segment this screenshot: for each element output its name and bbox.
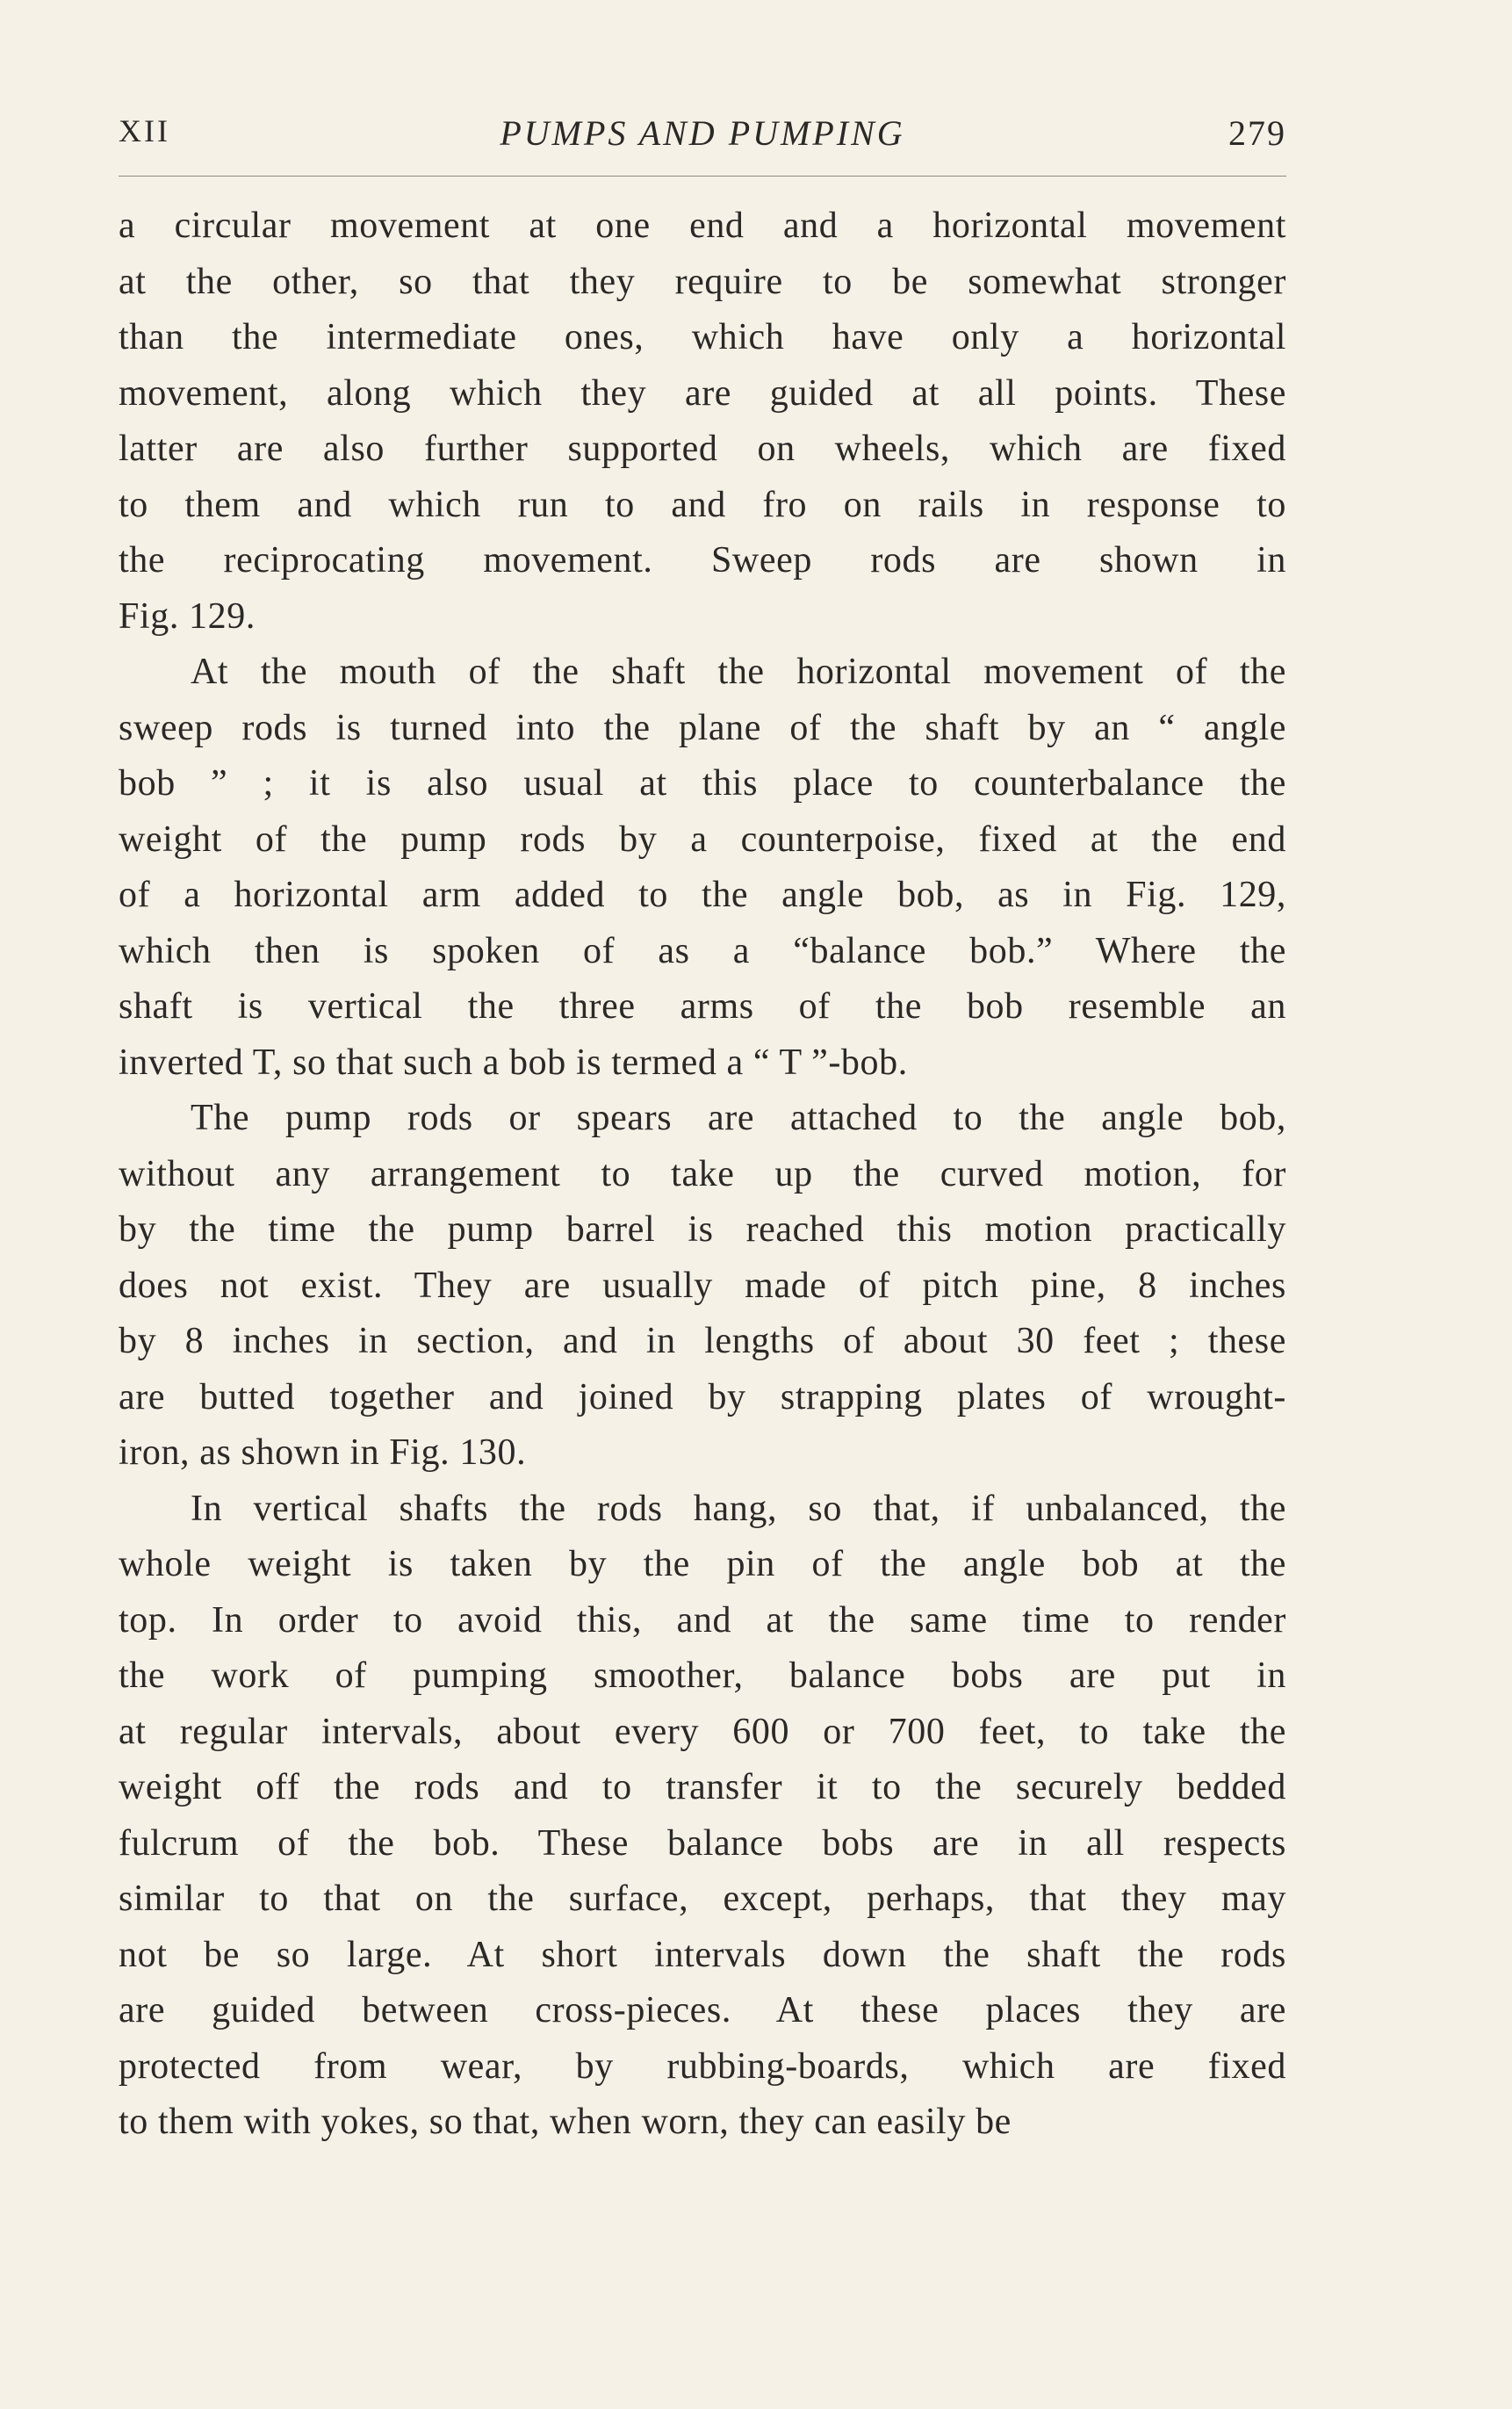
text-line: At the mouth of the shaft the horizontal movement of the bbox=[191, 652, 1286, 692]
paragraph bbox=[119, 198, 1286, 645]
text-line: whole weight is taken by the pin of the angle bob at the bbox=[119, 1544, 1286, 1584]
text-line: without any arrangement to take up the curved motion, for bbox=[119, 1153, 1286, 1194]
page-number: 279 bbox=[1228, 113, 1286, 153]
text-line: does not exist. They are usually made of pitch pine, 8 inches bbox=[119, 1265, 1286, 1306]
text-line: similar to that on the surface, except, perhaps, that they may bbox=[119, 1879, 1286, 1919]
text-line: by 8 inches in section, and in lengths of about 30 feet ; these bbox=[119, 1321, 1286, 1361]
text-line: at the other, so that they require to be somewhat stronger bbox=[119, 261, 1286, 302]
paragraph bbox=[119, 645, 1286, 1091]
text-line: than the intermediate ones, which have only a horizontal bbox=[119, 317, 1286, 357]
paragraph bbox=[119, 1482, 1286, 2151]
text-line: the work of pumping smoother, balance bobs are put in bbox=[119, 1655, 1286, 1696]
paragraph bbox=[119, 1091, 1286, 1482]
text-line: bob ” ; it is also usual at this place to counterbalance the bbox=[119, 763, 1286, 804]
text-line: The pump rods or spears are attached to the angle bob, bbox=[191, 1098, 1286, 1138]
text-line: a circular movement at one end and a horizontal movement bbox=[119, 206, 1286, 246]
text-line: at regular intervals, about every 600 or 700 feet, to take the bbox=[119, 1711, 1286, 1752]
text-line: movement, along which they are guided at all points. These bbox=[119, 372, 1286, 414]
chapter-number: XII bbox=[119, 113, 170, 148]
text-line: iron, as shown in Fig. 130. bbox=[119, 1432, 527, 1473]
text-line: to them and which run to and fro on rails in response to bbox=[119, 484, 1286, 525]
text-line: which then is spoken of as a “balance bob.” Where the bbox=[119, 930, 1286, 971]
text-line: sweep rods is turned into the plane of the shaft by an “ angle bbox=[119, 707, 1286, 748]
text-line: are butted together and joined by strapping plates of wrought- bbox=[119, 1376, 1286, 1417]
text-line: top. In order to avoid this, and at the same time to render bbox=[119, 1599, 1286, 1641]
body-text bbox=[119, 198, 1286, 2151]
text-line: shaft is vertical the three arms of the bob resemble an bbox=[119, 986, 1286, 1027]
running-title: PUMPS AND PUMPING bbox=[500, 113, 905, 153]
text-line: latter are also further supported on wheels, which are fixed bbox=[119, 429, 1286, 469]
page-header bbox=[119, 112, 1286, 162]
text-line: protected from wear, by rubbing-boards, which are fixed bbox=[119, 2045, 1286, 2087]
text-line: In vertical shafts the rods hang, so that, if unbalanced, the bbox=[191, 1488, 1286, 1529]
text-line: weight of the pump rods by a counterpoise, fixed at the end bbox=[119, 819, 1286, 860]
text-line: of a horizontal arm added to the angle bob, as in Fig. 129, bbox=[119, 875, 1286, 915]
text-line: weight off the rods and to transfer it to the securely bedded bbox=[119, 1767, 1286, 1807]
text-line: by the time the pump barrel is reached this motion practically bbox=[119, 1209, 1286, 1250]
text-line: not be so large. At short intervals down the shaft the rods bbox=[119, 1934, 1286, 1975]
header-rule bbox=[119, 176, 1286, 177]
text-line: the reciprocating movement. Sweep rods are shown in bbox=[119, 540, 1286, 581]
text-line: fulcrum of the bob. These balance bobs are in all respects bbox=[119, 1822, 1286, 1864]
text-line: inverted T, so that such a bob is termed a “ T ”-bob. bbox=[119, 1042, 908, 1083]
text-line: Fig. 129. bbox=[119, 595, 256, 637]
text-line: to them with yokes, so that, when worn, they can easily be bbox=[119, 2102, 1012, 2142]
text-line: are guided between cross-pieces. At these places they are bbox=[119, 1990, 1286, 2030]
